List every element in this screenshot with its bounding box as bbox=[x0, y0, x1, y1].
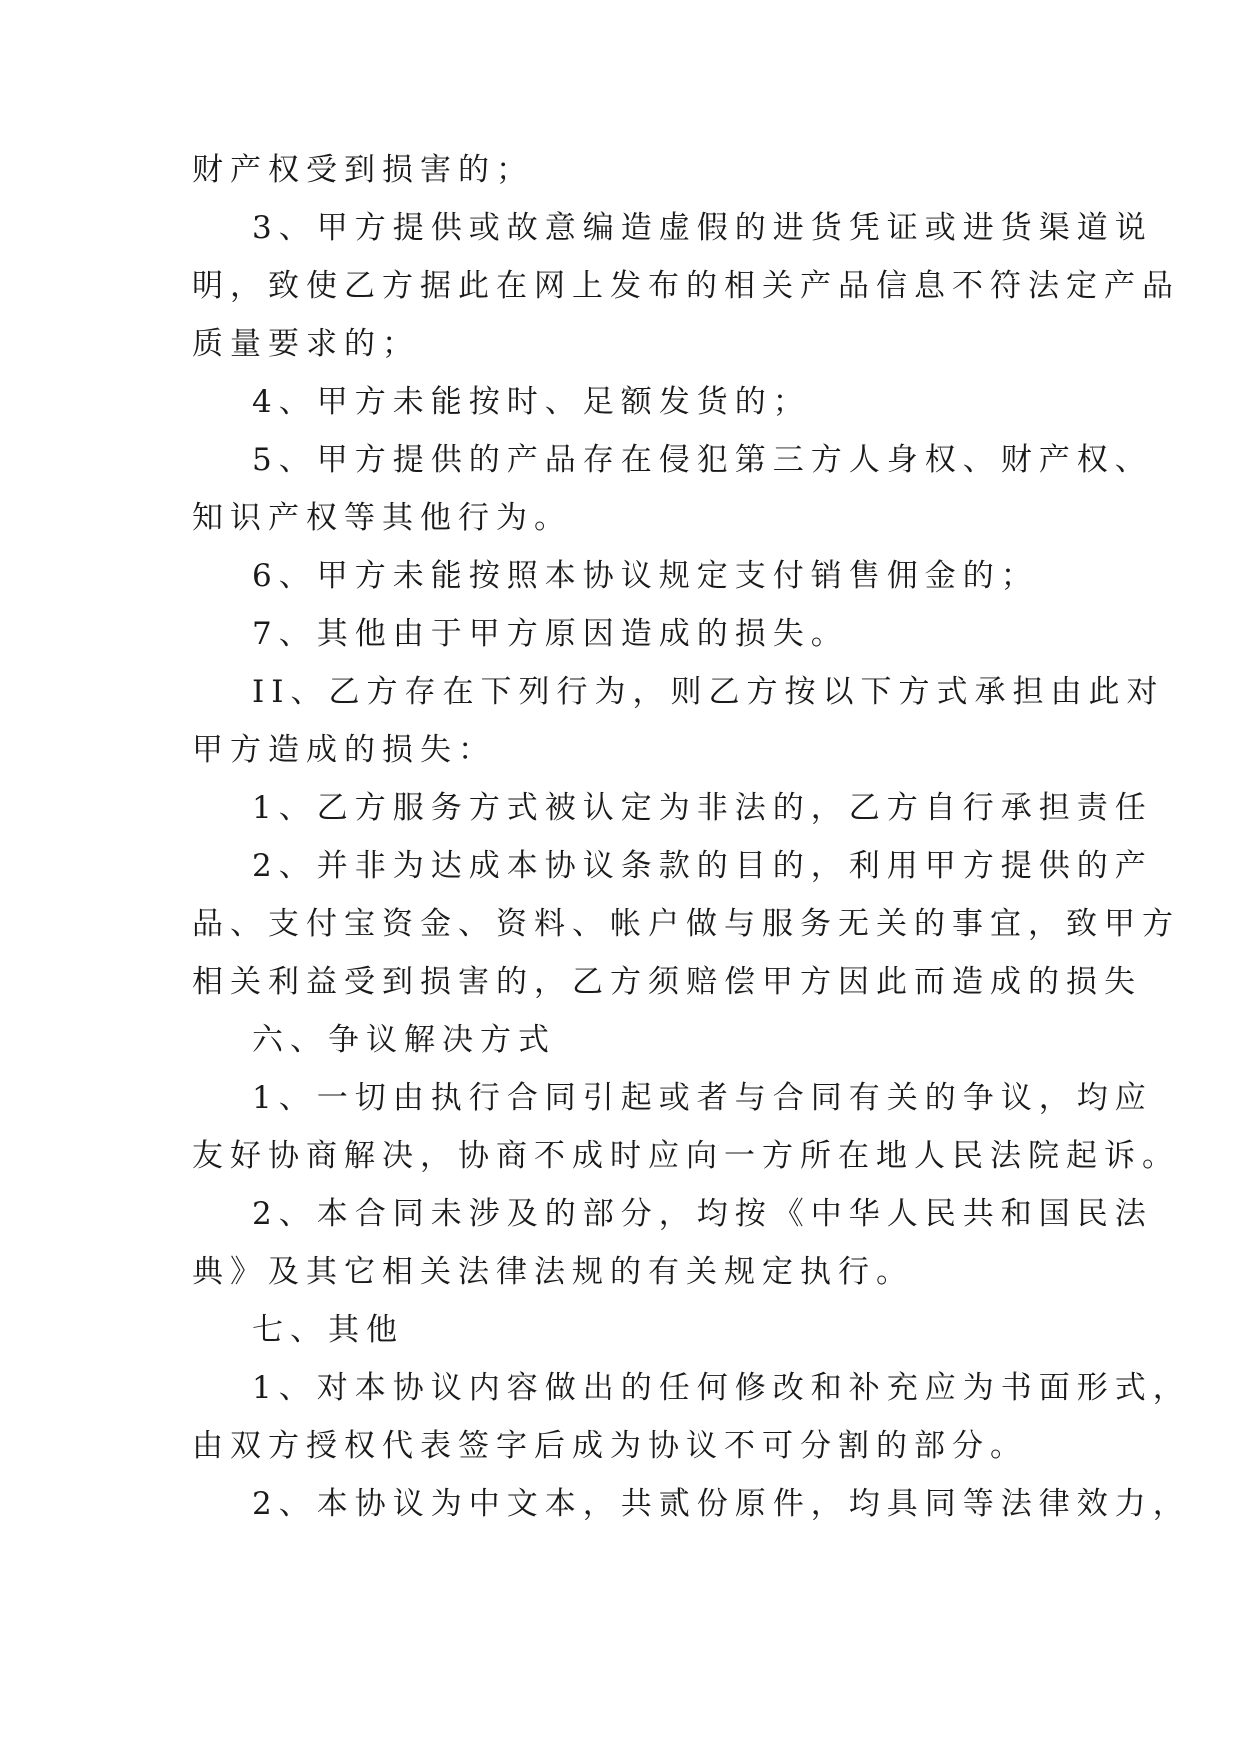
text-line: 5、甲方提供的产品存在侵犯第三方人身权、财产权、 bbox=[252, 442, 1153, 478]
text-line: II、乙方存在下列行为，则乙方按以下方式承担由此对 bbox=[252, 674, 1165, 710]
text-line: 2、本合同未涉及的部分，均按《中华人民共和国民法 bbox=[252, 1196, 1153, 1232]
section-heading: 七、其他 bbox=[252, 1312, 404, 1348]
text-line: 2、并非为达成本协议条款的目的，利用甲方提供的产 bbox=[252, 848, 1153, 884]
text-line: 甲方造成的损失： bbox=[192, 732, 496, 768]
text-line: 友好协商解决，协商不成时应向一方所在地人民法院起诉。 bbox=[192, 1138, 1180, 1174]
text-line: 3、甲方提供或故意编造虚假的进货凭证或进货渠道说 bbox=[252, 210, 1153, 246]
text-line: 财产权受到损害的； bbox=[192, 152, 534, 188]
text-line: 1、乙方服务方式被认定为非法的，乙方自行承担责任 bbox=[252, 790, 1153, 826]
text-line: 1、对本协议内容做出的任何修改和补充应为书面形式， bbox=[252, 1370, 1191, 1406]
text-line: 知识产权等其他行为。 bbox=[192, 500, 572, 536]
text-line: 7、其他由于甲方原因造成的损失。 bbox=[252, 616, 849, 652]
text-line: 4、甲方未能按时、足额发货的； bbox=[252, 384, 811, 420]
section-heading: 六、争议解决方式 bbox=[252, 1022, 556, 1058]
text-line: 相关利益受到损害的，乙方须赔偿甲方因此而造成的损失 bbox=[192, 964, 1142, 1000]
text-line: 2、本协议为中文本，共贰份原件，均具同等法律效力， bbox=[252, 1486, 1191, 1522]
text-line: 品、支付宝资金、资料、帐户做与服务无关的事宜，致甲方 bbox=[192, 906, 1180, 942]
text-line: 由双方授权代表签字后成为协议不可分割的部分。 bbox=[192, 1428, 1028, 1464]
text-line: 明，致使乙方据此在网上发布的相关产品信息不符法定产品 bbox=[192, 268, 1180, 304]
text-line: 6、甲方未能按照本协议规定支付销售佣金的； bbox=[252, 558, 1039, 594]
text-line: 1、一切由执行合同引起或者与合同有关的争议，均应 bbox=[252, 1080, 1153, 1116]
text-line: 典》及其它相关法律法规的有关规定执行。 bbox=[192, 1254, 914, 1290]
text-line: 质量要求的； bbox=[192, 326, 420, 362]
